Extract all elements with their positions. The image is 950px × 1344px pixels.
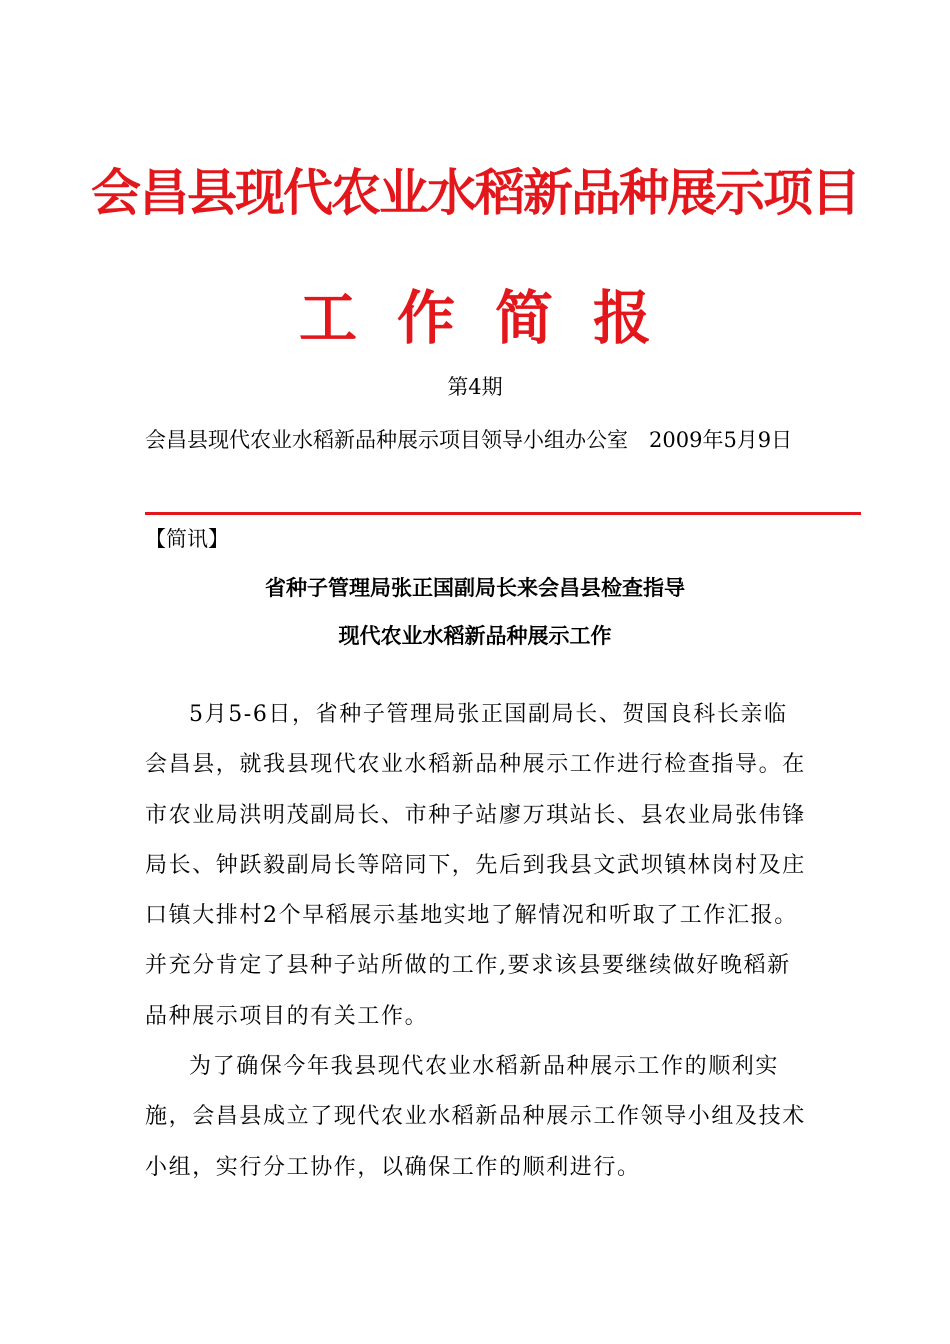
section-tag: 【简讯】 xyxy=(145,527,229,551)
bulletin-subtitle: 工作简报 xyxy=(298,284,691,352)
article-paragraph: 5月5-6日，省种子管理局张正国副局长、贺国良科长亲临会昌县，就我县现代农业水稻新品种展示工作进行检查指导。在市农业局洪明茂副局长、市种子站廖万琪站长、县农业局张伟锋局长、钟跃毅副局长等陪同下，先后到我县文武坝镇林岗村及庄口镇大排村2个早稻展示基地实地了解情况和听取了工作汇报。并充分肯定了县种子站所做的工作,要求该县要继续做好晚稻新品种展示项目的有关工作。 xyxy=(145,702,806,1029)
bulletin-title: 会昌县现代农业水稻新品种展示项目 xyxy=(91,164,859,222)
article-headline-line1: 省种子管理局张正国副局长来会昌县检查指导 xyxy=(265,576,685,600)
article-paragraph: 为了确保今年我县现代农业水稻新品种展示工作的顺利实施，会昌县成立了现代农业水稻新品种展示工作领导小组及技术小组，实行分工协作，以确保工作的顺利进行。 xyxy=(145,1054,806,1180)
issue-number: 第4期 xyxy=(447,375,503,399)
article-body xyxy=(145,690,810,1193)
issuer-line: 会昌县现代农业水稻新品种展示项目领导小组办公室 2009年5月9日 xyxy=(145,428,793,452)
article-headline-line2: 现代农业水稻新品种展示工作 xyxy=(338,624,612,648)
red-divider xyxy=(145,512,861,515)
